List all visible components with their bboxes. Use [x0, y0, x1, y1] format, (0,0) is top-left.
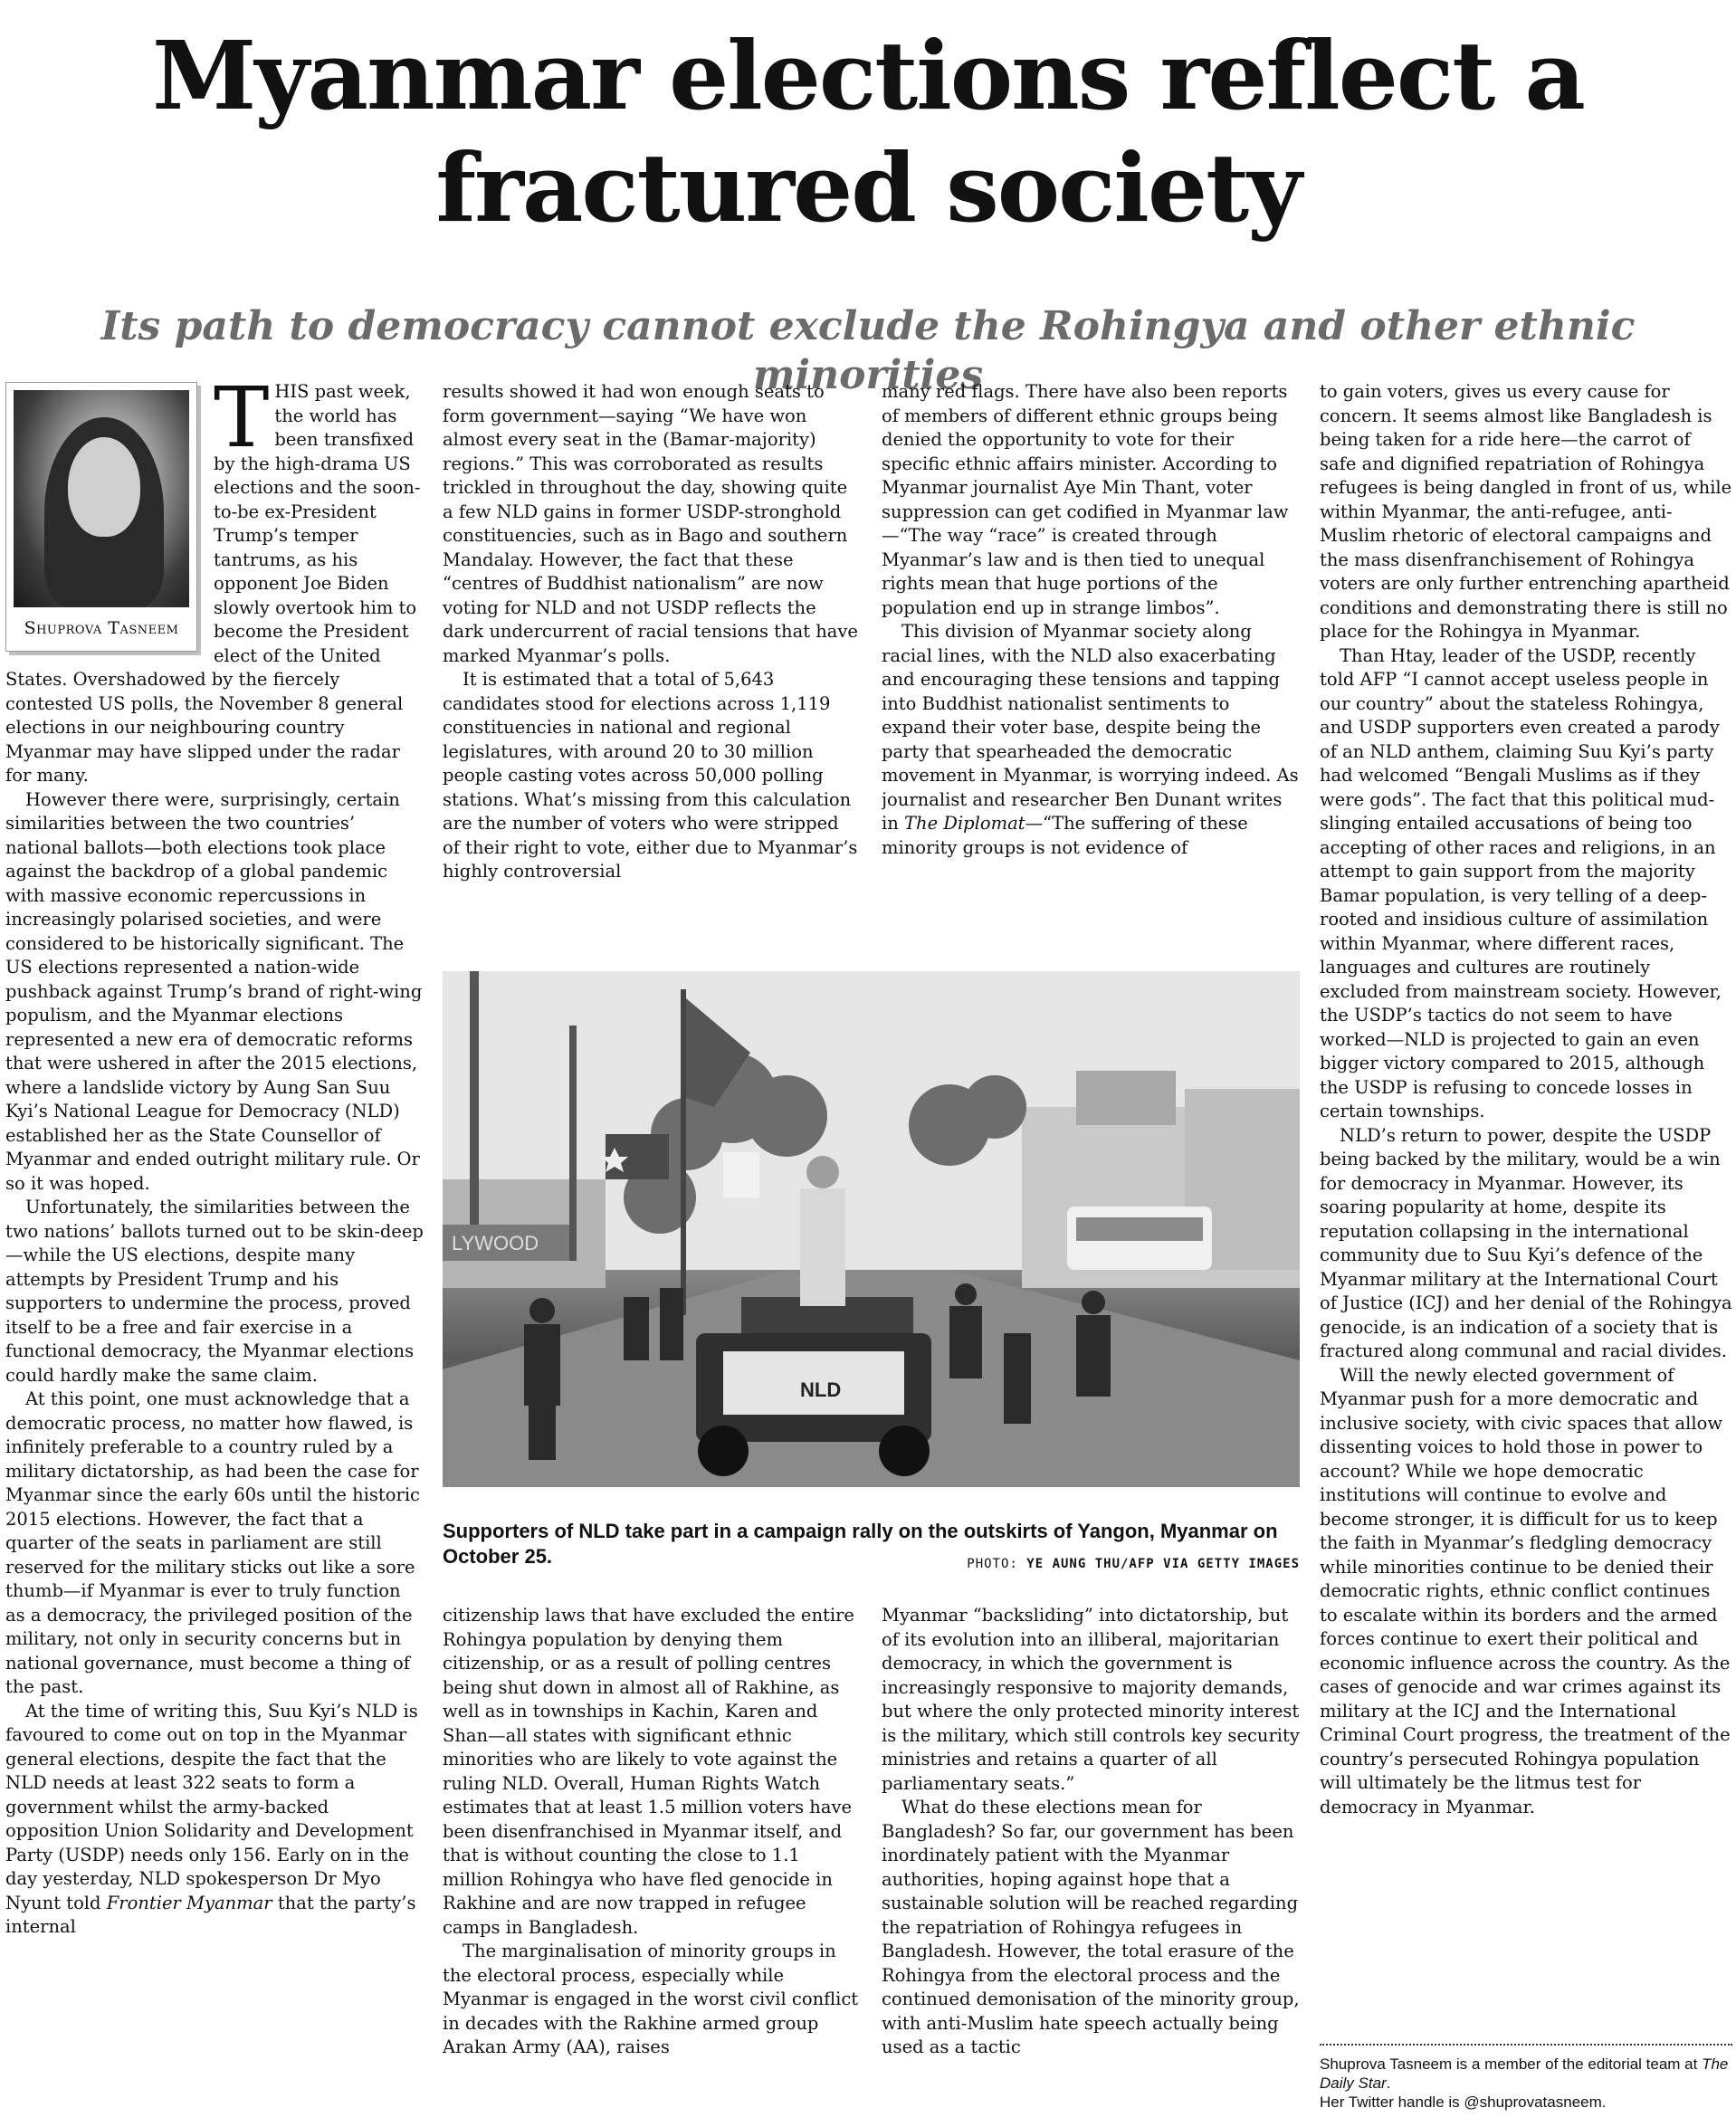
rally-photo-illustration	[443, 971, 1300, 1487]
paragraph: many red flags. There have also been reports of members of different ethnic groups being denied the opportunity to vote for their specific ethnic affairs minister. According to Myanmar journalist Aye Min Thant, voter suppression can get codified in Myanmar law—“The way “race” is created through Myanmar’s law and is then tied to unequal rights mean that huge portions of the population end up in strange limbos”.	[882, 381, 1289, 618]
rally-photo	[443, 971, 1300, 1487]
paragraph: Will the newly elected government of Myanmar push for a more democratic and inclusive society, with civic spaces that allow dissenting voices to hold those in power to account? While we hope democratic institutions will continue to evolve and become stronger, it is difficult for us to keep the faith in Myanmar’s fledgling democracy while minorities continue to be denied their democratic rights, ethnic conflict continues to escalate within its borders and the armed forces continue to exert their political and economic influence across the country. As the cases of genocide and war crimes against its military at the ICJ and the International Criminal Court progress, the treatment of the country’s persecuted Rohingya population will ultimately be the litmus test for democracy in Myanmar.	[1320, 1364, 1731, 1817]
author-photo	[14, 390, 189, 607]
paragraph: Unfortunately, the similarities between the two nations’ ballots turned out to be skin-deep—while the US elections, despite many attempts by President Trump and his supporters to undermine the process, proved itself to be a free and fair exercise in a functional democracy, the Myanmar elections could hardly make the same claim.	[5, 1197, 424, 1386]
column-3-top	[882, 380, 1300, 936]
author-name: Shuprova Tasneem	[24, 618, 179, 638]
paragraph: At this point, one must acknowledge that a democratic process, no matter how flawed, is infinitely preferable to a country ruled by a military dictatorship, as had been the case for Myanmar since the early 60s until the historic 2015 elections. However, the fact that a quarter of the seats in parliament are still reserved for the military sticks out like a sore thumb—if Myanmar is ever to truly function as a democracy, the privileged position of the military, not only in security concerns but in national governance, must become a thing of the past.	[5, 1388, 420, 1697]
paragraph: However there were, surprisingly, certain similarities between the two countries’ national ballots—both elections took place against the backdrop of a global pandemic with massive economic repercussions in increasingly polarised societies, and were considered to be historically significant. The US elections represented a nation-wide pushback against Trump’s brand of right-wing populism, and the Myanmar elections represented a new era of democratic reforms that were ushered in after the 2015 elections, where a landslide victory by Aung San Suu Kyi’s National League for Democracy (NLD) established her as the State Counsellor of Myanmar and ended outright military rule. Or so it was hoped.	[5, 788, 423, 1194]
author-bio: Shuprova Tasneem is a member of the editorial team at The Daily Star. Her Twitter handle is @shuprovatasneem.	[1320, 2055, 1729, 2111]
headline-line-1: Myanmar elections reflect a	[152, 20, 1584, 131]
headline-line-2: fractured society	[435, 132, 1301, 243]
photo-credit: PHOTO: YE AUNG THU/AFP VIA GETTY IMAGES	[967, 1557, 1300, 1571]
subheadline: Its path to democracy cannot exclude the Rohingya and other ethnic minorities	[100, 303, 1636, 398]
headline	[0, 20, 1736, 244]
paragraph: Myanmar “backsliding” into dictatorship, but of its evolution into an illiberal, majoritarian democracy, in which the government is increasingly responsive to majority demands, but where the only protected minority interest is the military, which still controls key security ministries and retains a quarter of all parliamentary seats.”	[882, 1605, 1300, 1794]
paragraph: The marginalisation of minority groups in the electoral process, especially while Myanmar is engaged in the worst civil conflict in decades with the Rakhine armed group Arakan Army (AA), raises	[443, 1941, 859, 2057]
column-3-bottom	[882, 1604, 1300, 2120]
paragraph: It is estimated that a total of 5,643 candidates stood for elections across 1,119 constituencies in national and regional legislatures, with around 20 to 30 million people casting votes across 50,000 polling stations. What’s missing from this calculation are the number of voters who were stripped of their right to vote, either due to Myanmar’s highly controversial	[443, 669, 858, 882]
bio-divider	[1320, 2044, 1732, 2046]
column-2-bottom	[443, 1604, 861, 2120]
lead-paragraph: THIS past week, the world has been transfixed by the high-drama US elections and the soon-to-be ex-President Trump’s temper tantrums, as his opponent Joe Biden slowly overtook him to become the President elect of the United States. Overshadowed by the fiercely contested US polls, the November 8 general elections in our neighbouring country Myanmar may have slipped under the radar for many.	[5, 380, 421, 786]
author-box	[5, 382, 197, 652]
column-2-top	[443, 380, 861, 936]
column-1	[5, 380, 424, 2120]
paragraph: At the time of writing this, Suu Kyi’s NLD is favoured to come out on top in the Myanmar general elections, despite the fact that the NLD needs at least 322 seats to form a government whilst the army-backed opposition Union Solidarity and Development Party (USDP) needs only 156. Early on in the day yesterday, NLD spokesperson Dr Myo Nyunt told Frontier Myanmar that the party’s internal	[5, 1700, 418, 1937]
truck-banner: NLD	[800, 1378, 842, 1401]
column-4	[1320, 380, 1732, 2040]
storefront-sign: LYWOOD	[452, 1232, 539, 1254]
paragraph: What do these elections mean for Bangladesh? So far, our government has been inordinately patient with the Myanmar authorities, hoping against hope that a sustainable solution will be reached regarding the repatriation of Rohingya refugees in Bangladesh. However, the total erasure of the Rohingya from the electoral process and the continued demonisation of the minority group, with anti-Muslim hate speech actually being used as a tactic	[882, 1797, 1300, 2057]
paragraph: to gain voters, gives us every cause for concern. It seems almost like Bangladesh is being taken for a ride here—the carrot of safe and dignified repatriation of Rohingya refugees is being dangled in front of us, while within Myanmar, the anti-refugee, anti-Muslim rhetoric of electoral campaigns and the mass disenfranchisement of Rohingya voters are only further entrenching apartheid conditions and demonstrating there is still no place for the Rohingya in Myanmar.	[1320, 381, 1732, 642]
photo-caption: Supporters of NLD take part in a campaign rally on the outskirts of Yangon, Myanmar on October 25.	[443, 1520, 1278, 1568]
paragraph: citizenship laws that have excluded the entire Rohingya population by denying them citizenship, or as a result of polling centres being shut down in almost all of Rakhine, as well as in townships in Kachin, Karen and Shan—all states with significant ethnic minorities who are likely to vote against the ruling NLD. Overall, Human Rights Watch estimates that at least 1.5 million voters have been disenfranchised in Myanmar itself, and that is without counting the close to 1.1 million Rohingya who have fled genocide in Rakhine and are now trapped in refugee camps in Bangladesh.	[443, 1605, 854, 1938]
drop-cap: T	[214, 380, 270, 466]
paragraph: Than Htay, leader of the USDP, recently told AFP “I cannot accept useless people in our country” about the stateless Rohingya, and USDP supporters even created a parody of an NLD anthem, claiming Suu Kyi’s party had welcomed “Bengali Muslims as if they were gods”. The fact that this political mud-slinging entailed accusations of being too accepting of other races and religions, in an attempt to gain support from the majority Bamar population, is very telling of a deep-rooted and insidious culture of assimilation within Myanmar, where different races, languages and cultures are routinely excluded from mainstream society. However, the USDP’s tactics do not seem to have worked—NLD is projected to gain an even bigger victory compared to 2015, although the USDP is refusing to concede losses in certain townships.	[1320, 644, 1722, 1121]
paragraph: This division of Myanmar society along racial lines, with the NLD also exacerbating and encouraging these tensions and tapping into Buddhist nationalist sentiments to expand their voter base, despite being the party that spearheaded the democratic movement in Myanmar, is worrying indeed. As journalist and researcher Ben Dunant writes in The Diplomat—“The suffering of these minority groups is not evidence of	[882, 621, 1299, 858]
paragraph: NLD’s return to power, despite the USDP being backed by the military, would be a win for democracy in Myanmar. However, its soaring popularity at home, despite its reputation collapsing in the international community due to Suu Kyi’s defence of the Myanmar military at the International Court of Justice (ICJ) and her denial of the Rohingya genocide, is an indication of a society that is fractured along communal and racial divides.	[1320, 1124, 1732, 1361]
paragraph: results showed it had won enough seats to form government—saying “We have won almost every seat in the (Bamar-majority) regions.” This was corroborated as results trickled in throughout the day, showing quite a few NLD gains in former USDP-stronghold constituencies, such as in Bago and southern Mandalay. However, the fact that these “centres of Buddhist nationalism” are now voting for NLD and not USDP reflects the dark undercurrent of racial tensions that have marked Myanmar’s polls.	[443, 381, 858, 666]
